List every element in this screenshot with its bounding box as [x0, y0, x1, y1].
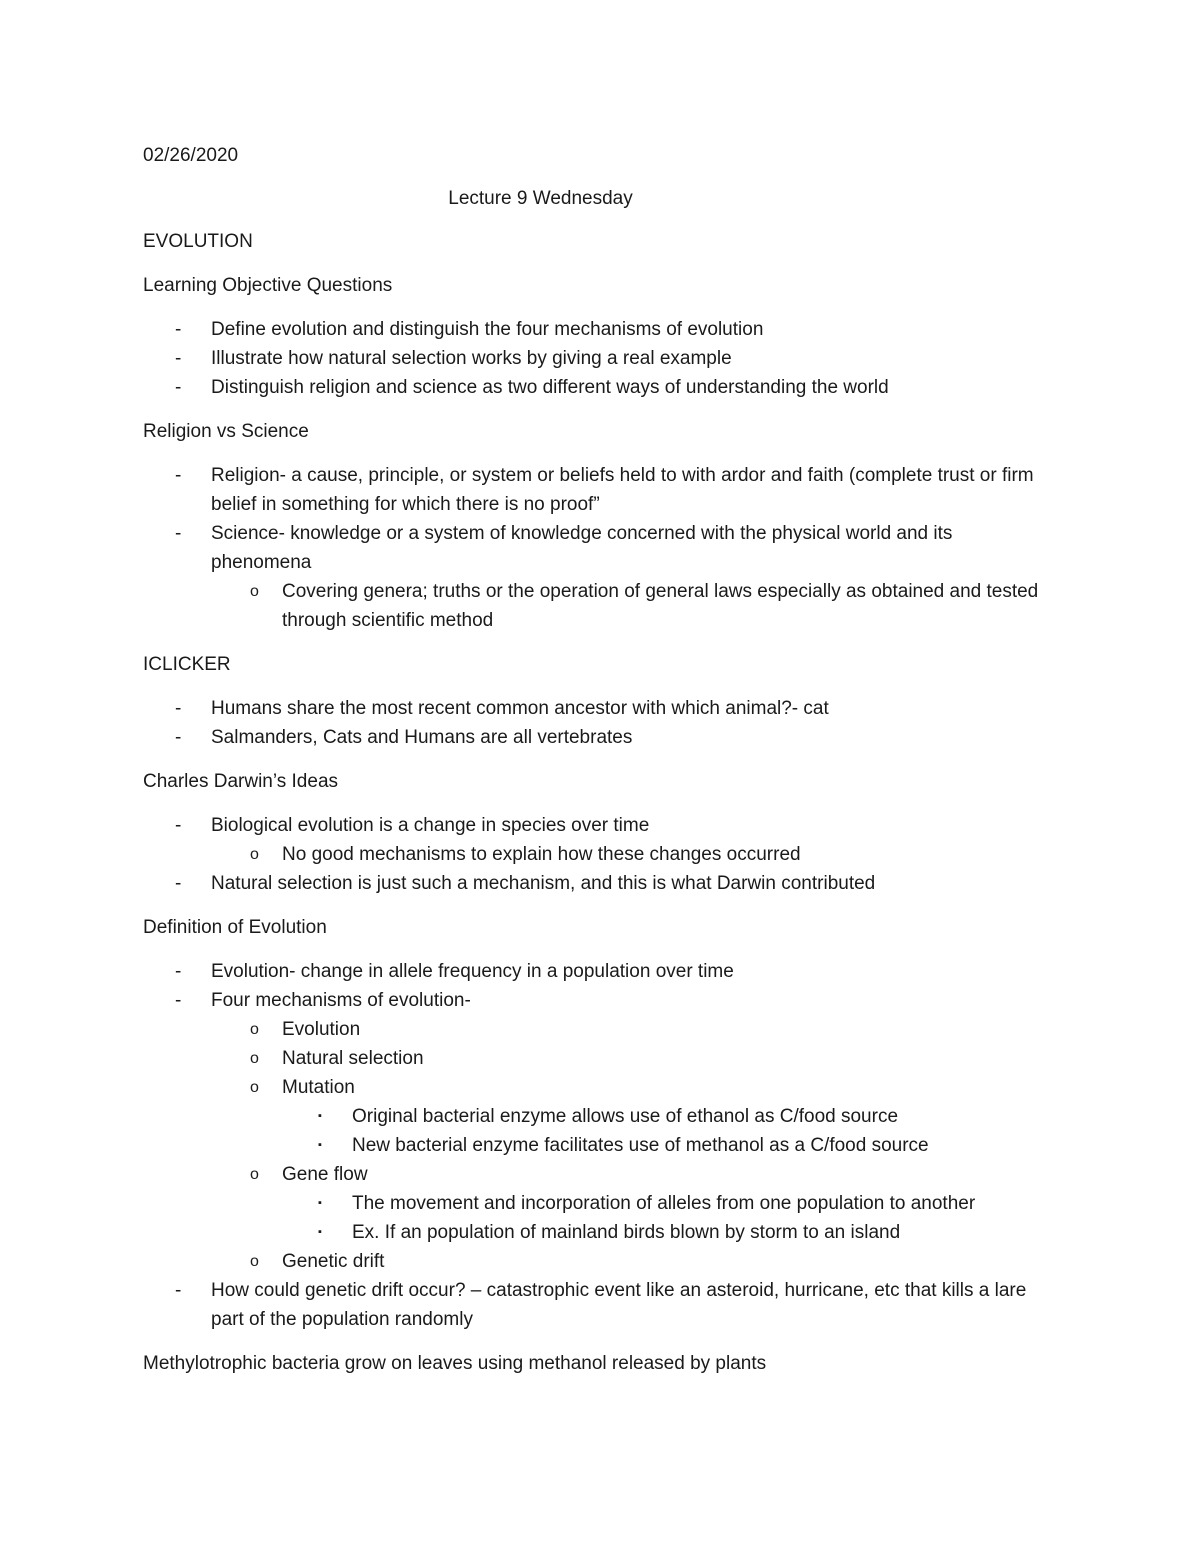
- dash-bullet: -: [175, 698, 182, 719]
- circle-bullet: o: [250, 1050, 259, 1067]
- document-page: [143, 141, 1063, 1378]
- list-item: - Define evolution and distinguish the four mechanisms of evolution: [143, 315, 1063, 344]
- dash-bullet: -: [175, 319, 182, 340]
- dash-bullet: -: [175, 523, 182, 544]
- list-item: - Humans share the most recent common ancestor with which animal?- cat: [143, 694, 1063, 723]
- dash-bullet: -: [175, 348, 182, 369]
- religion-science-heading: Religion vs Science: [143, 421, 309, 442]
- circle-bullet: o: [250, 1166, 259, 1183]
- list-item: - Illustrate how natural selection works by giving a real example: [143, 344, 1063, 373]
- list-item: - Evolution- change in allele frequency in a population over time: [143, 957, 1063, 986]
- square-bullet: ▪: [318, 1226, 322, 1238]
- topic-heading: EVOLUTION: [143, 231, 253, 252]
- list-item: ▪ New bacterial enzyme facilitates use of methanol as a C/food source: [143, 1131, 1063, 1160]
- definition-heading: Definition of Evolution: [143, 917, 327, 938]
- darwin-heading: Charles Darwin’s Ideas: [143, 771, 339, 792]
- list-item: - Biological evolution is a change in species over time: [143, 811, 1063, 840]
- list-item: o No good mechanisms to explain how these changes occurred: [143, 840, 1063, 869]
- dash-bullet: -: [175, 377, 182, 398]
- circle-bullet: o: [250, 1253, 259, 1270]
- list-item: ▪ Original bacterial enzyme allows use of ethanol as C/food source: [143, 1102, 1063, 1131]
- list-item: - Distinguish religion and science as two different ways of understanding the world: [143, 373, 1063, 402]
- list-item: o Gene flow: [143, 1160, 1063, 1189]
- circle-bullet: o: [250, 846, 259, 863]
- iclicker-heading: ICLICKER: [143, 654, 231, 675]
- list-item: o Covering genera; truths or the operation of general laws especially as obtained and tested through scientific method: [143, 577, 1042, 635]
- list-item: - Four mechanisms of evolution-: [143, 986, 1063, 1015]
- circle-bullet: o: [250, 1079, 259, 1096]
- objectives-list: [143, 315, 1063, 402]
- list-item: o Natural selection: [143, 1044, 1063, 1073]
- list-item: - Religion- a cause, principle, or system or beliefs held to with ardor and faith (complete trust or firm belief in something for which there is no proof”: [143, 461, 1041, 519]
- list-item: - How could genetic drift occur? – catastrophic event like an asteroid, hurricane, etc that kills a lare part of the population randomly: [143, 1276, 1041, 1334]
- darwin-list: [143, 811, 1063, 898]
- religion-science-list: [143, 461, 1063, 635]
- dash-bullet: -: [175, 1280, 182, 1301]
- dash-bullet: -: [175, 815, 182, 836]
- square-bullet: ▪: [318, 1110, 322, 1122]
- dash-bullet: -: [175, 465, 182, 486]
- objectives-heading: Learning Objective Questions: [143, 275, 393, 296]
- list-item: ▪ The movement and incorporation of alleles from one population to another: [143, 1189, 1063, 1218]
- circle-bullet: o: [250, 1021, 259, 1038]
- dash-bullet: -: [175, 961, 182, 982]
- lecture-title: Lecture 9 Wednesday: [448, 188, 633, 209]
- definition-list: [143, 957, 1063, 1334]
- list-item: o Mutation: [143, 1073, 1063, 1102]
- list-item: - Salmanders, Cats and Humans are all vertebrates: [143, 723, 1063, 752]
- square-bullet: ▪: [318, 1139, 322, 1151]
- dash-bullet: -: [175, 990, 182, 1011]
- closing-note: Methylotrophic bacteria grow on leaves using methanol released by plants: [143, 1353, 767, 1374]
- circle-bullet: o: [250, 583, 259, 600]
- list-item: - Natural selection is just such a mechanism, and this is what Darwin contributed: [143, 869, 1063, 898]
- dash-bullet: -: [175, 873, 182, 894]
- list-item: - Science- knowledge or a system of knowledge concerned with the physical world and its phenomena: [143, 519, 1041, 577]
- list-item: o Evolution: [143, 1015, 1063, 1044]
- lecture-date: 02/26/2020: [143, 145, 239, 166]
- square-bullet: ▪: [318, 1197, 322, 1209]
- list-item: ▪ Ex. If an population of mainland birds blown by storm to an island: [143, 1218, 1063, 1247]
- iclicker-list: [143, 694, 1063, 752]
- list-item: o Genetic drift: [143, 1247, 1063, 1276]
- dash-bullet: -: [175, 727, 182, 748]
